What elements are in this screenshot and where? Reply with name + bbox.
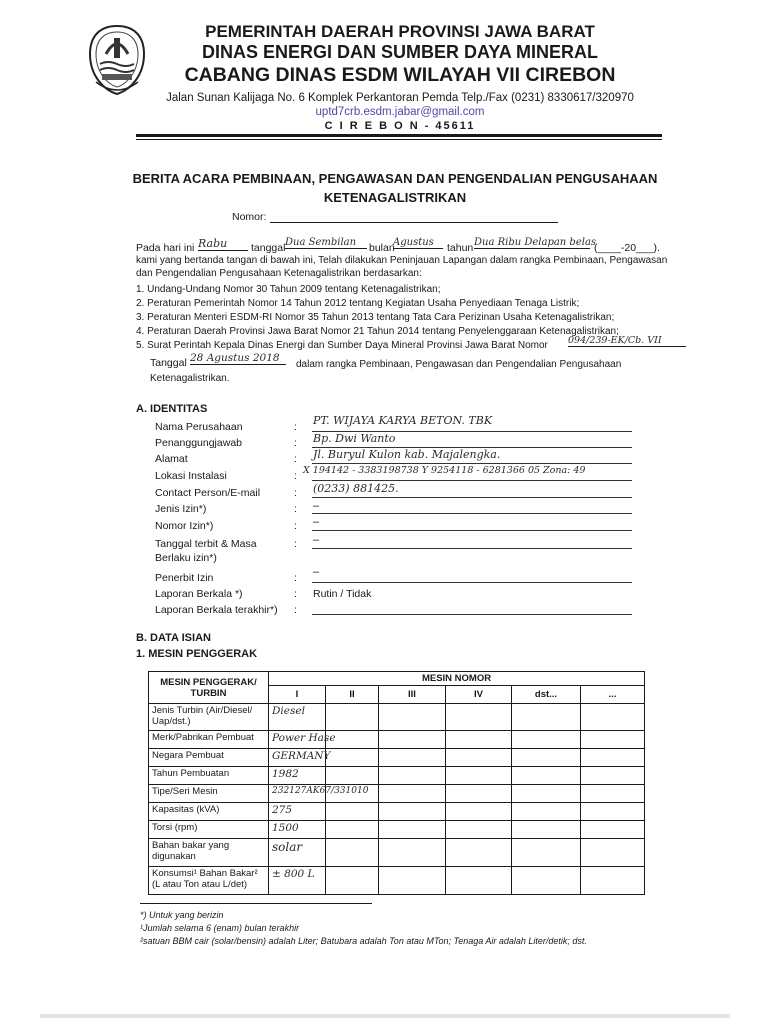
table-cell — [512, 821, 581, 839]
field-value-contact: (0233) 881425. — [313, 482, 399, 495]
table-cell — [446, 704, 512, 731]
legal-basis-item: 4. Peraturan Daerah Provinsi Jawa Barat Nomor 21 Tahun 2014 tentang Penyelenggaraan Ketenagalistrikan; — [136, 326, 619, 337]
table-cell — [326, 803, 379, 821]
field-colon: : — [294, 588, 297, 600]
table-cell — [446, 749, 512, 767]
table-head-group: MESIN NOMOR — [269, 672, 645, 686]
table-col-header: dst... — [512, 686, 581, 704]
table-col-header: ... — [581, 686, 645, 704]
table-row — [149, 821, 645, 839]
field-colon: : — [294, 520, 297, 532]
field-value-jenis-izin: – — [313, 500, 320, 512]
field-colon: : — [294, 437, 297, 449]
intro-bulan-value: Agustus — [393, 237, 443, 249]
table-cell — [581, 767, 645, 785]
table-cell — [512, 803, 581, 821]
table-cell — [581, 785, 645, 803]
field-label: Alamat — [155, 453, 188, 465]
legal-basis-item: 1. Undang-Undang Nomor 30 Tahun 2009 tentang Ketenagalistrikan; — [136, 284, 441, 295]
field-label: Penerbit Izin — [155, 572, 214, 584]
table-cell — [326, 839, 379, 867]
field-colon: : — [294, 572, 297, 584]
field-label: Laporan Berkala terakhir*) — [155, 604, 278, 616]
intro-line-2: kami yang bertanda tangan di bawah ini, Telah dilakukan Peninjauan Lapangan dalam rangka Pembinaan, Pengawasan — [136, 255, 668, 266]
table-cell — [446, 767, 512, 785]
section-b-subheading: 1. MESIN PENGGERAK — [136, 648, 258, 660]
table-cell — [379, 749, 446, 767]
table-cell — [379, 767, 446, 785]
table-cell-value: solar — [269, 839, 326, 867]
field-label: Jenis Izin*) — [155, 503, 207, 515]
legal-basis-item: 2. Peraturan Pemerintah Nomor 14 Tahun 2012 tentang Kegiatan Usaha Penyediaan Tenaga Listrik; — [136, 298, 580, 309]
table-row-label: Konsumsi¹ Bahan Bakar² (L atau Ton atau L/det) — [149, 867, 269, 895]
header-city: C I R E B O N - 45611 — [324, 120, 476, 132]
section-a-heading: A. IDENTITAS — [136, 403, 208, 415]
field-value-lokasi-instalasi: X 194142 - 3383198738 Y 9254118 - 6281366 05 Zona: 49 — [303, 465, 586, 476]
field-value-alamat: Jl. Buryul Kulon kab. Majalengka. — [313, 448, 501, 461]
field-colon: : — [294, 538, 297, 550]
legal-basis-item: 3. Peraturan Menteri ESDM-RI Nomor 35 Tahun 2013 tentang Tata Cara Perizinan Usaha Ketenagalistrikan; — [136, 312, 615, 323]
field-value-tanggal-terbit: – — [313, 534, 320, 546]
table-row — [149, 749, 645, 767]
table-cell — [581, 821, 645, 839]
table-cell — [446, 803, 512, 821]
header-line-2: DINAS ENERGI DAN SUMBER DAYA MINERAL — [201, 42, 599, 62]
table-row — [149, 704, 645, 731]
field-label: Penanggungjawab — [155, 437, 242, 449]
field-colon: : — [294, 453, 297, 465]
intro-tahun-label: tahun — [447, 242, 474, 254]
table-cell-value: Diesel — [269, 704, 326, 731]
header-line-1: PEMERINTAH DAERAH PROVINSI JAWA BARAT — [205, 22, 595, 41]
table-col-header: II — [326, 686, 379, 704]
table-cell — [581, 704, 645, 731]
table-row-label: Bahan bakar yang digunakan — [149, 839, 269, 867]
table-cell — [512, 749, 581, 767]
field-value-penanggungjawab: Bp. Dwi Wanto — [313, 432, 396, 445]
table-row-label: Jenis Turbin (Air/Diesel/ Uap/dst.) — [149, 704, 269, 731]
field-line — [312, 548, 632, 549]
document-title-2: KETENAGALISTRIKAN — [323, 190, 467, 205]
table-cell — [379, 731, 446, 749]
footnote: ¹Jumlah selama 6 (enam) bulan terakhir — [140, 923, 300, 933]
table-cell — [581, 749, 645, 767]
field-value-nama-perusahaan: PT. WIJAYA KARYA BETON. TBK — [313, 414, 493, 427]
header-rule — [136, 134, 662, 137]
table-cell — [446, 785, 512, 803]
field-value-nomor-izin: – — [313, 516, 320, 528]
intro-hari-value: Rabu — [198, 237, 248, 251]
engine-table — [148, 671, 645, 895]
table-row-label: Merk/Pabrikan Pembuat — [149, 731, 269, 749]
basis5-rest-2: Ketenagalistrikan. — [150, 373, 230, 384]
table-cell — [581, 731, 645, 749]
table-row-label: Torsi (rpm) — [149, 821, 269, 839]
legal-basis-item: 5. Surat Perintah Kepala Dinas Energi dan Sumber Daya Mineral Provinsi Jawa Barat Nomor — [136, 340, 548, 351]
table-cell — [446, 731, 512, 749]
table-cell-value: 275 — [269, 803, 326, 821]
field-line — [312, 480, 632, 481]
table-row — [149, 785, 645, 803]
table-cell — [326, 767, 379, 785]
intro-tanggal-value: Dua Sembilan — [285, 237, 367, 249]
field-line — [312, 497, 632, 498]
table-cell — [446, 867, 512, 895]
header-rule-thin — [136, 139, 662, 140]
intro-bulan-label: bulan — [369, 242, 395, 254]
table-row — [149, 839, 645, 867]
table-cell — [379, 704, 446, 731]
table-col-header: I — [269, 686, 326, 704]
table-row — [149, 767, 645, 785]
table-cell — [446, 839, 512, 867]
field-colon: : — [294, 470, 297, 482]
field-value-penerbit-izin: – — [313, 566, 320, 578]
document-title: BERITA ACARA PEMBINAAN, PENGAWASAN DAN PENGENDALIAN PENGUSAHAAN — [132, 171, 658, 186]
table-cell — [379, 803, 446, 821]
field-label: Nomor Izin*) — [155, 520, 214, 532]
basis5-tanggal-value: 28 Agustus 2018 — [190, 352, 286, 365]
provincial-emblem-logo — [86, 24, 148, 96]
table-row — [149, 731, 645, 749]
field-colon: : — [294, 487, 297, 499]
section-b-heading: B. DATA ISIAN — [136, 632, 211, 644]
intro-pada-hari: Pada hari ini — [136, 242, 195, 254]
field-label: Laporan Berkala *) — [155, 588, 243, 600]
table-cell-value: GERMANY — [269, 749, 326, 767]
table-cell — [512, 839, 581, 867]
table-row — [149, 803, 645, 821]
field-label: Nama Perusahaan — [155, 421, 243, 433]
field-line — [312, 614, 632, 615]
table-row — [149, 867, 645, 895]
nomor-label: Nomor: — [232, 211, 267, 223]
table-cell — [581, 803, 645, 821]
table-cell — [581, 839, 645, 867]
table-row-label: Tahun Pembuatan — [149, 767, 269, 785]
basis5-tanggal-label: Tanggal — [150, 357, 187, 369]
field-label: Tanggal terbit & Masa — [155, 538, 257, 550]
table-cell-value: 1982 — [269, 767, 326, 785]
field-label: Lokasi Instalasi — [155, 470, 227, 482]
table-head-left: MESIN PENGGERAK/ TURBIN — [149, 672, 269, 704]
intro-tanggal-label: tanggal — [251, 242, 286, 254]
table-row-label: Kapasitas (kVA) — [149, 803, 269, 821]
table-cell — [512, 767, 581, 785]
footnote: ²satuan BBM cair (solar/bensin) adalah Liter; Batubara adalah Ton atau MTon; Tenaga Air adalah Liter/detik; dst. — [140, 936, 587, 946]
table-row-label: Negara Pembuat — [149, 749, 269, 767]
intro-tahun-value: Dua Ribu Delapan belas — [474, 237, 597, 248]
field-colon: : — [294, 421, 297, 433]
intro-year-suffix: (____-20___). — [594, 242, 660, 254]
table-cell — [326, 704, 379, 731]
field-colon: : — [294, 604, 297, 616]
field-label: Contact Person/E-mail — [155, 487, 261, 499]
table-row-label: Tipe/Seri Mesin — [149, 785, 269, 803]
footnote-rule — [140, 903, 372, 904]
table-cell — [446, 821, 512, 839]
table-cell — [512, 731, 581, 749]
field-line — [312, 513, 632, 514]
table-cell — [326, 749, 379, 767]
intro-line-3: dan Pengendalian Pengusahaan Ketenagalistrikan berdasarkan: — [136, 268, 422, 279]
header-line-3: CABANG DINAS ESDM WILAYAH VII CIREBON — [184, 64, 616, 86]
table-cell — [581, 867, 645, 895]
table-col-header: III — [379, 686, 446, 704]
header-address: Jalan Sunan Kalijaga No. 6 Komplek Perkantoran Pemda Telp./Fax (0231) 8330617/320970 — [166, 92, 634, 104]
nomor-line — [270, 222, 558, 223]
field-colon: : — [294, 503, 297, 515]
table-cell-value: 232127AK67/331010 — [269, 785, 326, 803]
field-label: Berlaku izin*) — [155, 552, 217, 564]
table-cell-value: 1500 — [269, 821, 326, 839]
table-col-header: IV — [446, 686, 512, 704]
field-value-laporan-berkala: Rutin / Tidak — [313, 588, 372, 600]
table-cell — [379, 867, 446, 895]
header-email: uptd7crb.esdm.jabar@gmail.com — [315, 106, 485, 118]
table-cell — [512, 704, 581, 731]
footnote: *) Untuk yang berizin — [140, 910, 224, 920]
basis5-nomor-value: 094/239-EK/Cb. VII — [568, 335, 686, 347]
table-cell — [326, 821, 379, 839]
table-cell — [512, 785, 581, 803]
field-line — [312, 463, 632, 464]
table-cell — [512, 867, 581, 895]
table-cell — [379, 839, 446, 867]
table-cell-value: Power Hase — [269, 731, 326, 749]
table-cell — [379, 821, 446, 839]
table-cell — [379, 785, 446, 803]
page-edge — [40, 1014, 730, 1018]
field-line — [312, 582, 632, 583]
field-line — [312, 530, 632, 531]
table-cell-value: ± 800 L — [269, 867, 326, 895]
basis5-rest: dalam rangka Pembinaan, Pengawasan dan Pengendalian Pengusahaan — [296, 359, 622, 370]
table-cell — [326, 867, 379, 895]
